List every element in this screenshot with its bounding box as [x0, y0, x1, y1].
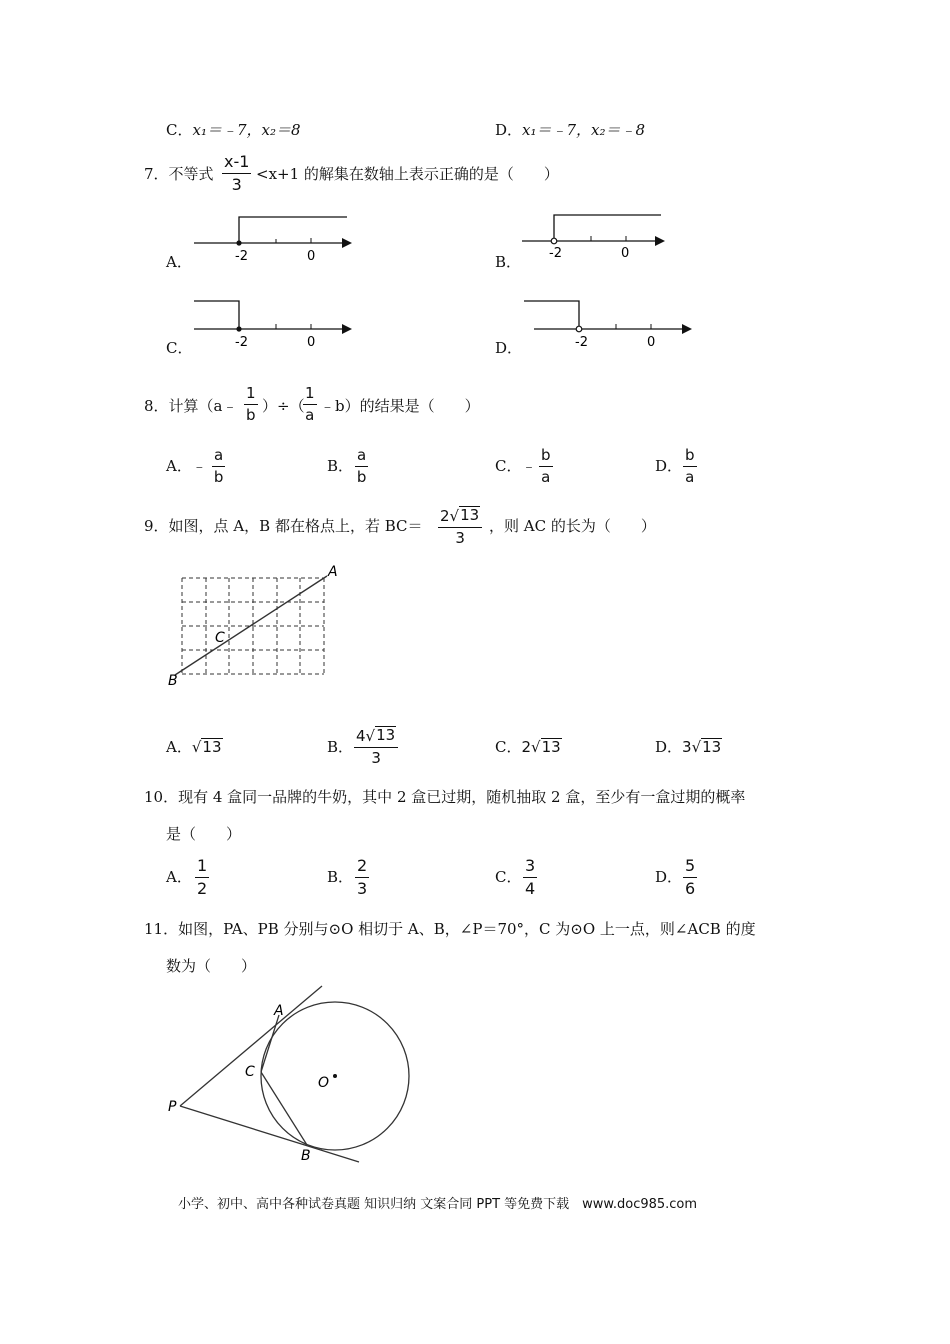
fraction-numerator: [438, 506, 482, 528]
q7-option-a-numberline: [190, 210, 360, 270]
option-label: B．: [327, 457, 354, 475]
q6-option-d: [495, 119, 645, 140]
coefficient: 4: [356, 726, 366, 745]
chord-ac: [261, 1015, 279, 1072]
q10-option-b-fraction: [355, 858, 369, 897]
q8-stem-part3: ﹣b）的结果是（ ）: [320, 397, 480, 415]
q8-option-a: [166, 455, 207, 476]
fraction-numerator: 1: [195, 858, 209, 878]
q9-stem-part1: [144, 515, 423, 536]
radicand: 13: [376, 726, 396, 744]
question-prefix: 如图，点 A，B 都在格点上，若 BC＝: [168, 517, 423, 535]
option-sign: ﹣: [521, 457, 537, 475]
point-label-p: P: [168, 1099, 177, 1115]
q7-stem-suffix: [256, 163, 559, 184]
q9-stem-part2: ，则 AC 的长为（ ）: [489, 517, 656, 535]
fraction-denominator: 3: [357, 879, 368, 898]
coefficient: 2: [521, 738, 532, 756]
option-label: D．: [495, 121, 523, 139]
q7-stem: [144, 163, 214, 184]
q10-option-c-label: C．: [495, 868, 522, 886]
radicand: 13: [202, 738, 222, 757]
tangent-pa: [180, 986, 322, 1106]
q11-circle-figure: [160, 980, 430, 1170]
fraction-denominator: 3: [455, 528, 465, 547]
q7-fraction: [222, 154, 251, 193]
tick-label: 0: [621, 246, 630, 261]
fraction-denominator: 3: [371, 748, 381, 767]
q10-option-d-label: D．: [655, 868, 683, 886]
question-number: 10．: [144, 788, 179, 806]
q10-option-b-label: B．: [327, 868, 354, 886]
q8-option-b-fraction: [355, 448, 368, 485]
sqrt: √ 13: [449, 506, 480, 525]
tick-label: -2: [549, 246, 562, 261]
fraction-numerator: 1: [244, 386, 258, 405]
option-text: x₁＝﹣7，x₂＝8: [192, 121, 301, 139]
q7-option-d-label: D．: [495, 339, 523, 357]
sqrt: √ 13: [365, 726, 396, 745]
fraction-numerator: a: [355, 448, 368, 467]
solid-dot: [236, 240, 241, 245]
fraction-denominator: a: [305, 406, 315, 424]
fraction-numerator: 2: [355, 858, 369, 878]
coefficient: 2: [440, 506, 450, 525]
option-label: A．: [166, 457, 192, 475]
option-sign: ﹣: [191, 457, 207, 475]
fraction-denominator: a: [685, 468, 695, 486]
fraction-denominator: b: [356, 468, 367, 486]
fraction-numerator: [354, 726, 398, 748]
fraction-numerator: 5: [683, 858, 697, 878]
option-label: C．: [166, 121, 193, 139]
q8-option-a-fraction: [212, 448, 225, 485]
fraction-numerator: 3: [523, 858, 537, 878]
point-label-o: O: [318, 1075, 330, 1091]
point-label-b: B: [168, 673, 178, 689]
fraction-denominator: 6: [685, 879, 696, 898]
q9-option-d: [655, 736, 722, 757]
radicand: 13: [702, 738, 722, 757]
question-number: 7．: [144, 165, 169, 183]
sqrt: √ 13: [531, 738, 561, 757]
question-prefix: 不等式: [168, 165, 214, 183]
point-label-b: B: [301, 1148, 311, 1164]
q8-fraction-1: [244, 386, 258, 423]
coefficient: 3: [682, 738, 692, 756]
fraction-numerator: a: [212, 448, 225, 467]
q8-option-d-fraction: [683, 448, 697, 485]
tick-label: -2: [575, 335, 588, 350]
q7-option-c-label: C．: [166, 339, 193, 357]
option-label: C．: [495, 738, 522, 756]
option-label: A．: [166, 738, 192, 756]
q10-stem-line1: [144, 786, 745, 807]
page-footer: 小学、初中、高中各种试卷真题 知识归纳 文案合同 PPT 等免费下载 www.doc985.com: [178, 1197, 698, 1212]
q8-option-c-fraction: [539, 448, 553, 485]
q7-option-b-label: B．: [495, 253, 522, 271]
radicand: 13: [460, 506, 480, 524]
q10-option-a-fraction: [195, 858, 209, 897]
fraction-numerator: x-1: [222, 154, 251, 174]
q9-option-b-label: B．: [327, 738, 354, 756]
point-label-a: A: [328, 565, 338, 580]
option-text: x₁＝﹣7，x₂＝﹣8: [522, 121, 646, 139]
option-label: C．: [495, 457, 522, 475]
question-text: 如图，PA、PB 分别与⊙O 相切于 A、B，∠P＝70°，C 为⊙O 上一点，则∠ACB 的度: [178, 920, 756, 938]
question-text: 现有 4 盒同一品牌的牛奶，其中 2 盒已过期，随机抽取 2 盒，至少有一盒过期的概率: [178, 788, 746, 806]
q9-fraction: [438, 506, 482, 546]
solid-dot: [236, 326, 241, 331]
fraction-denominator: a: [541, 468, 551, 486]
hollow-dot: [576, 326, 582, 332]
option-label: D．: [655, 457, 683, 475]
q7-option-c-numberline: [190, 295, 360, 355]
q7-option-b-numberline: [520, 208, 680, 268]
q10-option-d-fraction: [683, 858, 697, 897]
option-label: D．: [655, 738, 683, 756]
tick-label: 0: [307, 335, 316, 350]
fraction-numerator: 1: [303, 386, 317, 405]
q9-option-b-fraction: [354, 726, 398, 766]
q8-fraction-2: [303, 386, 317, 423]
q11-stem-line1: [144, 918, 756, 939]
q7-option-d-numberline: [520, 295, 700, 355]
q8-stem-part2: ）÷（: [262, 397, 305, 415]
q10-option-c-fraction: [523, 858, 537, 897]
question-number: 11．: [144, 920, 179, 938]
q8-option-d: [655, 455, 682, 476]
radicand: 13: [541, 738, 561, 757]
question-prefix: 计算（a﹣: [168, 397, 238, 415]
fraction-denominator: 4: [525, 879, 536, 898]
fraction-denominator: 2: [197, 879, 208, 898]
center-dot: [333, 1074, 337, 1078]
question-number: 8．: [144, 397, 169, 415]
q6-option-c: [166, 119, 301, 140]
q9-grid-figure: [165, 565, 345, 690]
q11-stem-line2: 数为（ ）: [166, 957, 257, 975]
tick-label: 0: [647, 335, 656, 350]
fraction-denominator: b: [213, 468, 224, 486]
point-label-c: C: [245, 1064, 255, 1080]
sqrt: √ 13: [691, 738, 722, 757]
q9-option-c: [495, 736, 562, 757]
fraction-numerator: b: [683, 448, 697, 467]
q9-option-a: [166, 736, 223, 757]
hollow-dot: [551, 238, 557, 244]
fraction-denominator: 3: [231, 175, 242, 194]
question-number: 9．: [144, 517, 169, 535]
q10-option-a-label: A．: [166, 868, 192, 886]
q8-option-b: [327, 455, 353, 476]
q8-option-c: [495, 455, 537, 476]
tangent-pb: [180, 1106, 359, 1162]
point-label-a: A: [274, 1003, 284, 1019]
tick-label: -2: [235, 335, 248, 350]
q7-option-a-label: A．: [166, 253, 192, 271]
sqrt: √ 13: [191, 738, 222, 757]
q8-stem-part1: [144, 395, 238, 416]
tick-label: -2: [235, 249, 248, 264]
q10-stem-line2: 是（ ）: [166, 825, 242, 843]
fraction-denominator: b: [246, 406, 256, 424]
point-label-c: C: [215, 630, 225, 646]
tick-label: 0: [307, 249, 316, 264]
question-suffix: <x+1 的解集在数轴上表示正确的是（ ）: [256, 165, 559, 183]
fraction-numerator: b: [539, 448, 553, 467]
